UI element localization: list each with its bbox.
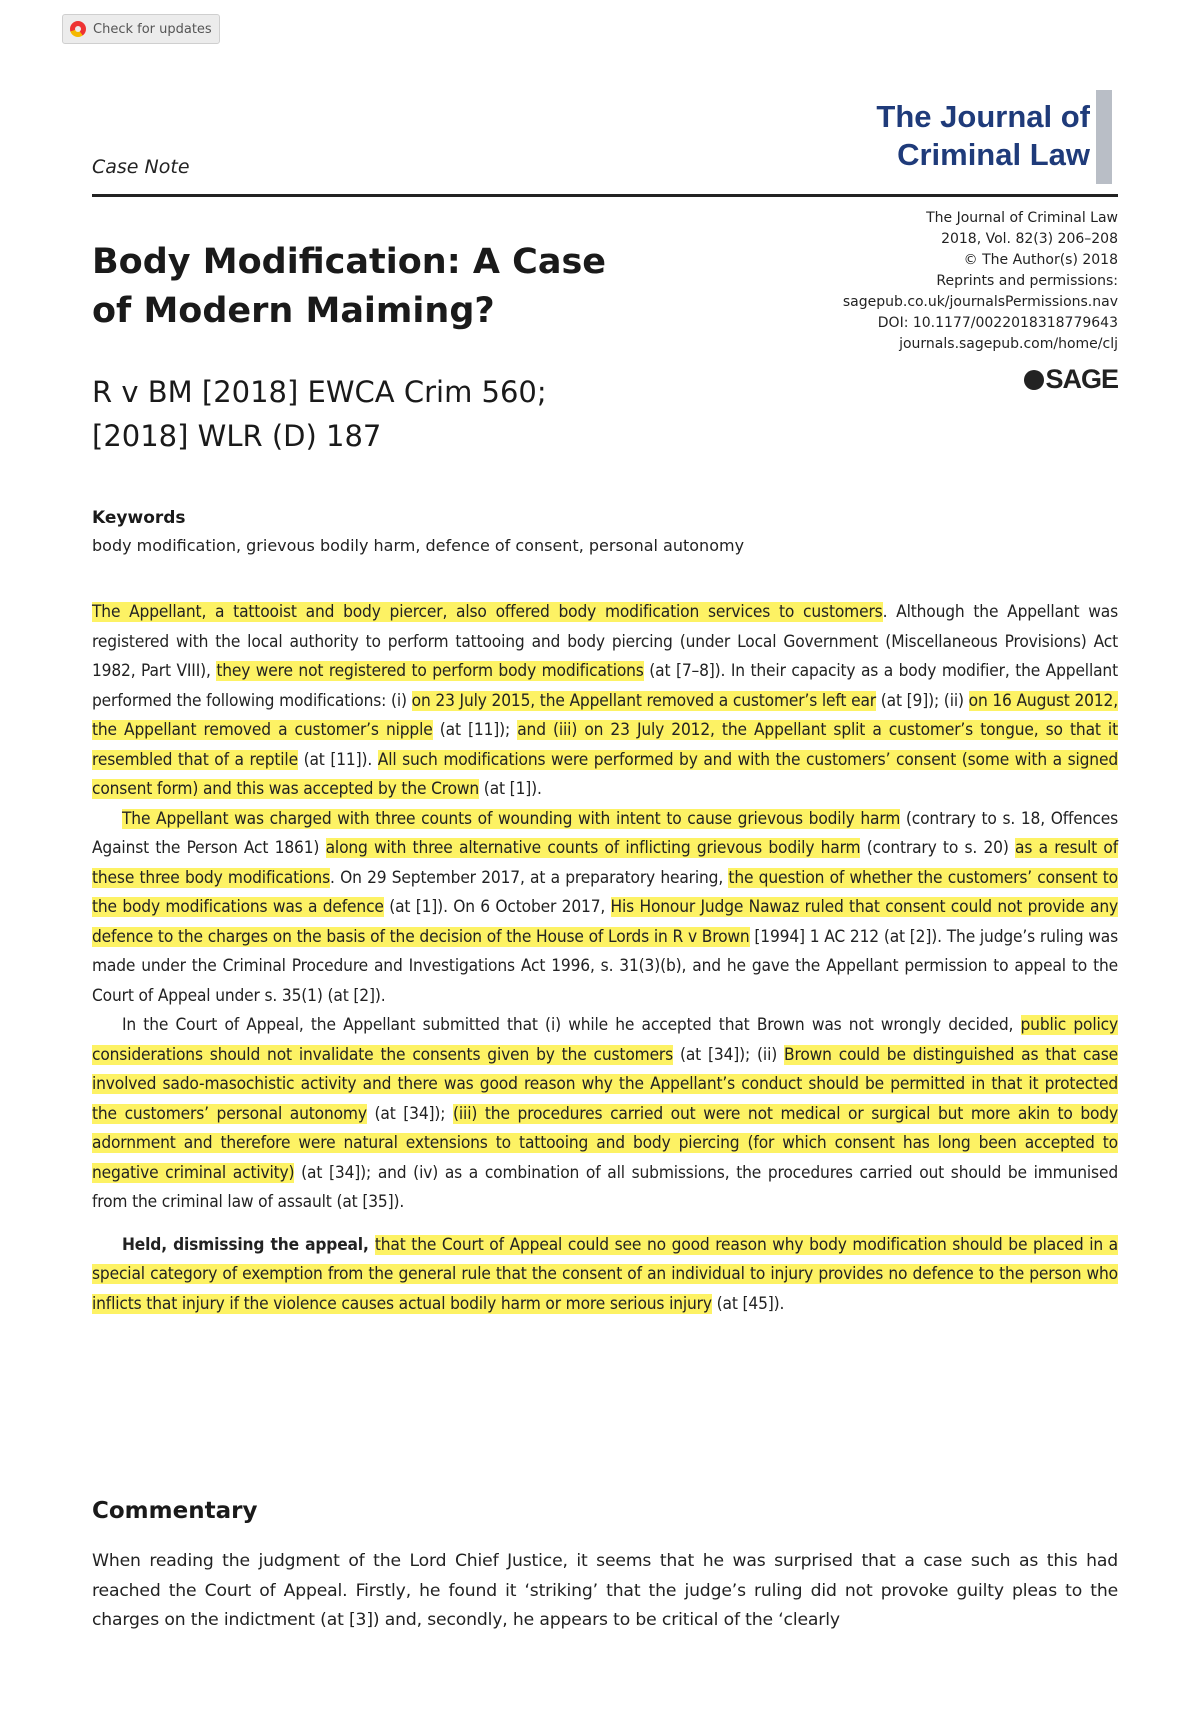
section-label: Case Note	[92, 156, 190, 178]
text-segment: Brown could be distinguished as that case involved sado-masochistic activity and there was good reason why the Appellant’s conduct should be permitted in that it protected the customers’ personal autonomy	[92, 1044, 1119, 1124]
crossmark-icon	[70, 21, 86, 37]
text-segment: they were not registered to perform body modifications	[216, 661, 644, 681]
text-segment: In the Court of Appeal, the Appellant submitted that (i) while he accepted that Brown was not wrongly decided,	[122, 1015, 1021, 1035]
meta-journal-link[interactable]: journals.sagepub.com/home/clj	[899, 336, 1118, 352]
case-summary	[92, 598, 1118, 1319]
text-segment: and (iii) on 23 July 2012, the Appellant split a customer’s tongue, so that it resembled that of a reptile	[92, 720, 1118, 770]
text-segment: (at [34]); and (iv) as a combination of all submissions, the procedures carried out should be immunised from the criminal law of assault (at [35]).	[92, 1162, 1118, 1212]
text-segment: (contrary to s. 20)	[860, 838, 1016, 858]
text-segment: on 16 August 2012, the Appellant removed a customer’s nipple	[92, 690, 1118, 740]
text-segment: (at [9]); (ii)	[875, 690, 969, 711]
commentary-paragraph: When reading the judgment of the Lord Chief Justice, it seems that he was surprised that a case such as this had reached the Court of Appeal. Firstly, he found it ‘striking’ that the judge’s ruling did not provoke guilty pleas to the charges on the indictment (at [3]) and, secondly, he appears to be critical of the ‘clearly	[92, 1551, 1118, 1630]
text-segment: (at [34]);	[366, 1103, 454, 1124]
meta-copyright: © The Author(s) 2018	[963, 252, 1118, 268]
journal-logo-line2: Criminal Law	[897, 137, 1090, 172]
text-segment: (at [1]).	[479, 779, 542, 799]
held-paragraph	[92, 1231, 1118, 1320]
article-title	[92, 238, 712, 336]
keywords-heading: Keywords	[92, 508, 186, 528]
text-segment: along with three alternative counts of inflicting grievous bodily harm	[325, 838, 861, 858]
meta-permissions-link[interactable]: sagepub.co.uk/journalsPermissions.nav	[842, 294, 1118, 310]
held-lead: Held, dismissing the appeal,	[122, 1234, 375, 1255]
text-segment: The Appellant, a tattooist and body piercer, also offered body modification services to customers	[92, 602, 883, 622]
journal-logo-bar	[1096, 90, 1112, 184]
article-metadata	[843, 208, 1118, 355]
journal-logo	[876, 98, 1090, 174]
publisher-logo	[1024, 364, 1118, 395]
text-segment: (at [1]). On 6 October 2017,	[383, 897, 611, 917]
header-rule	[92, 194, 1118, 197]
case-citation	[92, 370, 712, 458]
held-highlight: that the Court of Appeal could see no good reason why body modification should be placed in a special category of exemption from the general rule that the consent of an individual to injury provides no defence to the person who inflicts that injury if the violence causes actual bodily harm or more serious injury	[92, 1234, 1118, 1314]
meta-doi[interactable]: DOI: 10.1177/0022018318779643	[877, 315, 1118, 331]
meta-reprints: Reprints and permissions:	[936, 273, 1118, 289]
text-segment: the question of whether the customers’ consent to the body modifications was a defence	[92, 867, 1118, 917]
citation-line2: [2018] WLR (D) 187	[92, 419, 382, 453]
text-segment: (at [34]); (ii)	[673, 1044, 785, 1065]
summary-paragraph-1	[92, 598, 1118, 805]
text-segment: . Although the Appellant was registered with the local authority to perform tattooing and body piercing (under Local Government (Miscellaneous Provisions) Act 1982, Part VIII),	[92, 602, 1118, 681]
text-segment: The Appellant was charged with three counts of wounding with intent to cause grievous bodily harm	[122, 808, 901, 829]
text-segment: public policy considerations should not invalidate the consents given by the customers	[92, 1015, 1119, 1065]
citation-line1: R v BM [2018] EWCA Crim 560;	[92, 375, 547, 409]
check-for-updates-label: Check for updates	[93, 21, 212, 37]
summary-paragraph-3	[92, 1011, 1118, 1218]
text-segment: (at [11]);	[432, 720, 518, 740]
summary-paragraph-2	[92, 805, 1118, 1012]
text-segment: (at [7–8]). In their capacity as a body modifier, the Appellant performed the following modifications: (i)	[92, 661, 1118, 711]
meta-volume: 2018, Vol. 82(3) 206–208	[941, 231, 1118, 247]
meta-journal: The Journal of Criminal Law	[926, 210, 1118, 226]
journal-logo-line1: The Journal of	[876, 99, 1090, 134]
held-tail: (at [45]).	[711, 1293, 785, 1314]
text-segment: on 23 July 2015, the Appellant removed a customer’s left ear	[411, 690, 876, 711]
text-segment: (contrary to s. 18, Offences Against the Person Act 1861)	[92, 808, 1118, 858]
keywords-list: body modification, grievous bodily harm, defence of consent, personal autonomy	[92, 536, 745, 555]
title-line1: Body Modification: A Case	[92, 242, 607, 282]
text-segment: (iii) the procedures carried out were not medical or surgical but more akin to body adornment and therefore were natural extensions to tattooing and body piercing (for which consent has long been accepted to negative criminal activity)	[92, 1103, 1119, 1183]
commentary-heading: Commentary	[92, 1498, 258, 1524]
text-segment: All such modifications were performed by and with the customers’ consent (some with a signed consent form) and this was accepted by the Crown	[92, 749, 1118, 799]
sage-mark-icon	[1024, 370, 1044, 390]
text-segment: . On 29 September 2017, at a preparatory hearing,	[330, 867, 729, 888]
text-segment: as a result of these three body modifications	[92, 838, 1118, 888]
text-segment: His Honour Judge Nawaz ruled that consent could not provide any defence to the charges on the basis of the decision of the House of Lords in R v Brown	[92, 897, 1118, 947]
publisher-name: SAGE	[1045, 364, 1118, 394]
text-segment: (at [11]).	[297, 749, 378, 770]
check-for-updates-badge[interactable]	[62, 14, 220, 44]
title-line2: of Modern Maiming?	[92, 291, 495, 331]
text-segment: [1994] 1 AC 212 (at [2]). The judge’s ruling was made under the Criminal Procedure and Investigations Act 1996, s. 31(3)(b), and he gave the Appellant permission to appeal to the Court of Appeal under s. 35(1) (at [2]).	[92, 926, 1118, 1006]
